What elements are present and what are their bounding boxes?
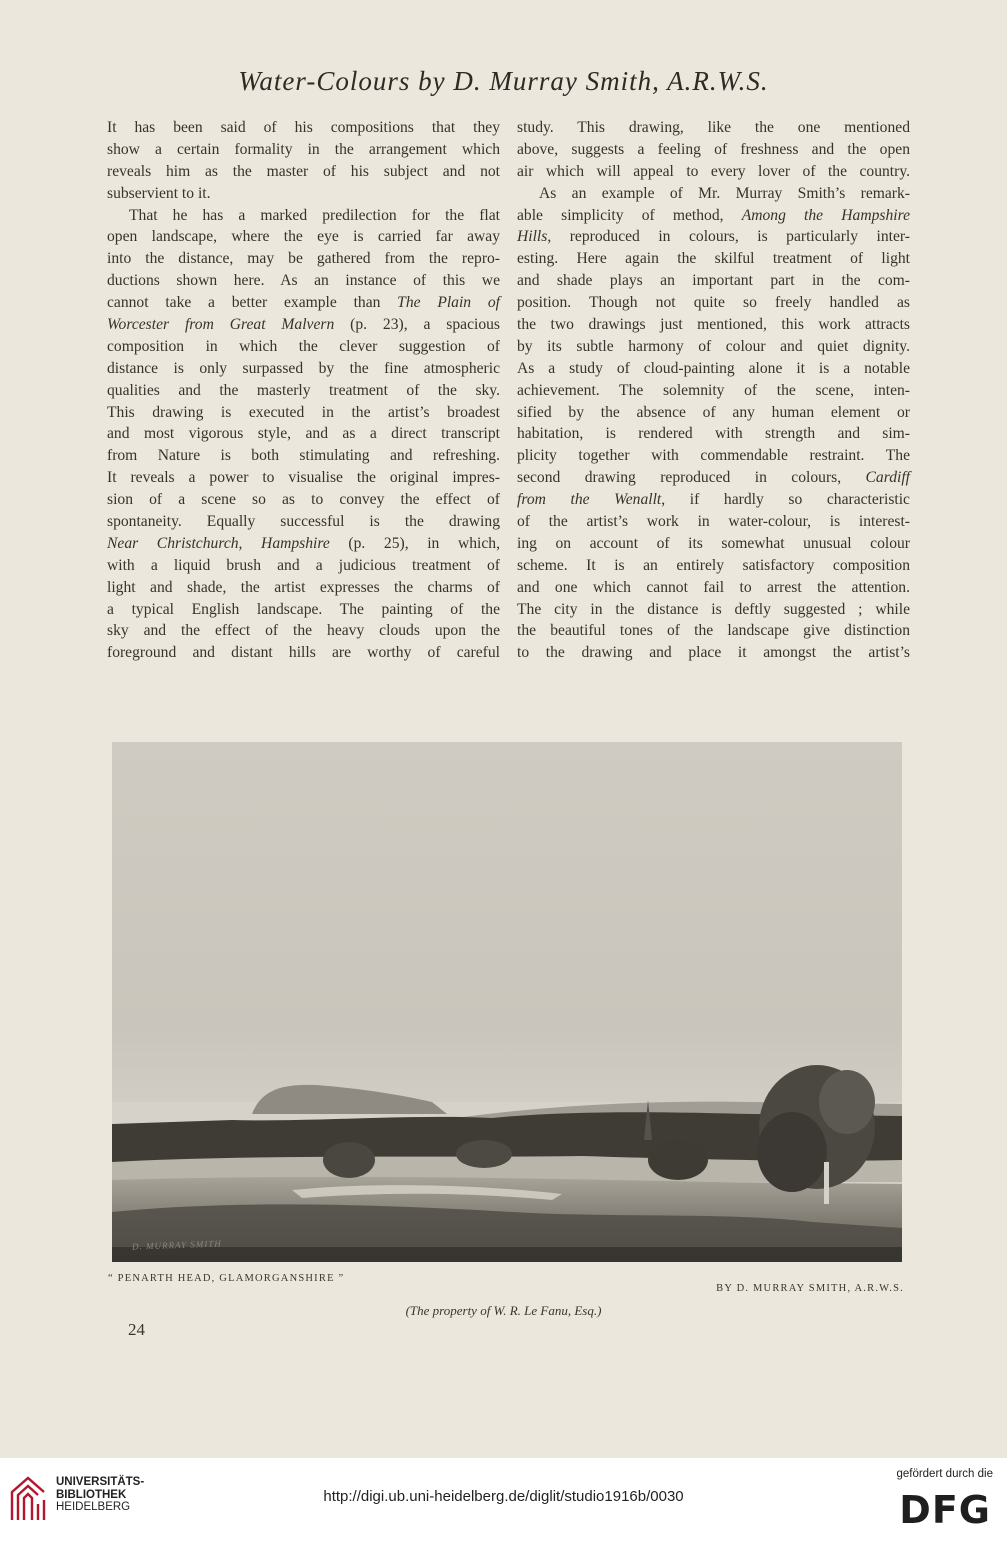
text-line: foreground and distant hills are worthy of careful — [107, 644, 500, 662]
text-line: from Nature is both stimulating and refreshing. — [107, 447, 500, 465]
text-line — [517, 489, 910, 511]
text-line: This drawing is executed in the artist’s broadest — [107, 403, 500, 421]
digital-library-url-link[interactable]: http://digi.ub.uni-heidelberg.de/diglit/studio1916b/0030 — [323, 1488, 684, 1505]
text-line — [517, 467, 910, 489]
italic-title: Among the Hampshire — [741, 206, 910, 224]
text-line: light and shade, the artist expresses the charms of — [107, 578, 500, 596]
italic-title: The Plain of — [397, 294, 500, 312]
text-line: air which will appeal to every lover of the country. — [517, 162, 910, 180]
text-segment: cannot take a better example than — [107, 294, 398, 312]
text-line: It reveals a power to visualise the original impres- — [107, 469, 500, 487]
text-segment: , if hardly so characteristic — [661, 491, 910, 509]
text-line: sky and the effect of the heavy clouds upon the — [107, 622, 500, 640]
text-line: plicity together with commendable restraint. The — [517, 447, 910, 465]
library-name-line2: BIBLIOTHEK — [56, 1488, 127, 1501]
text-line: ing on account of its somewhat unusual colour — [517, 534, 910, 552]
text-line: and shade plays an important part in the com- — [517, 272, 910, 290]
landscape-illustration — [112, 742, 902, 1262]
italic-title: Cardiff — [865, 469, 910, 487]
italic-title: from the Wenallt — [517, 491, 662, 509]
left-text-column — [107, 117, 500, 664]
text-line: into the distance, may be gathered from the repro- — [107, 250, 500, 268]
text-line — [107, 314, 500, 336]
text-line: open landscape, where the eye is carried far away — [107, 228, 500, 246]
text-line: scheme. It is an entirely satisfactory composition — [517, 556, 910, 574]
text-segment: (p. 23), a spacious — [334, 316, 500, 334]
text-line: qualities and the masterly treatment of the sky. — [107, 381, 500, 399]
text-line — [107, 292, 500, 314]
text-line: position. Though not quite so freely handled as — [517, 294, 910, 312]
text-line: composition in which the clever suggestion of — [107, 337, 500, 355]
figure-caption-property: (The property of W. R. Le Fanu, Esq.) — [405, 1303, 602, 1318]
dfg-logo[interactable]: DFG — [899, 1488, 991, 1532]
text-line: by its subtle harmony of colour and quiet dignity. — [517, 337, 910, 355]
text-segment: able simplicity of method, — [517, 206, 742, 224]
italic-title: Hills — [517, 228, 548, 246]
text-line — [517, 226, 910, 248]
text-line: a typical English landscape. The painting of the — [107, 600, 500, 618]
text-line: reveals him as the master of his subject and not — [107, 162, 500, 180]
right-text-column — [517, 117, 910, 664]
funding-note: gefördert durch die — [896, 1468, 993, 1480]
italic-title: Near Christchurch, Hampshire — [107, 534, 330, 552]
text-segment: (p. 25), in which, — [329, 534, 500, 552]
text-segment: , reproduced in colours, is particularly inter- — [547, 228, 910, 246]
italic-title: Worcester from Great Malvern — [107, 316, 335, 334]
text-line: to the drawing and place it amongst the artist’s — [517, 644, 910, 662]
digitization-footer — [0, 1458, 1007, 1542]
text-line: spontaneity. Equally successful is the drawing — [107, 513, 500, 531]
text-line: habitation, is rendered with strength and sim- — [517, 425, 910, 443]
text-line: That he has a marked predilection for the flat — [129, 206, 500, 224]
text-line: sion of a scene so as to convey the effect of — [107, 491, 500, 509]
text-line: study. This drawing, like the one mentioned — [517, 119, 910, 136]
text-line: The city in the distance is deftly suggested ; while — [517, 600, 910, 618]
text-line: distance is only surpassed by the fine atmospheric — [107, 359, 500, 377]
library-name-line3: HEIDELBERG — [56, 1501, 131, 1513]
text-line: and most vigorous style, and as a direct transcript — [107, 425, 500, 443]
text-line: subservient to it. — [107, 184, 211, 202]
text-line: sified by the absence of any human element or — [517, 403, 910, 421]
text-line: with a liquid brush and a judicious treatment of — [107, 556, 500, 574]
text-line: the two drawings just mentioned, this work attracts — [517, 316, 910, 334]
text-line — [107, 533, 500, 555]
text-line: As a study of cloud-painting alone it is a notable — [517, 359, 910, 377]
figure-caption-artist: BY D. MURRAY SMITH, A.R.W.S. — [716, 1283, 904, 1294]
text-segment: second drawing reproduced in colours, — [517, 469, 866, 487]
running-title: Water-Colours by D. Murray Smith, A.R.W.S. — [238, 66, 769, 96]
text-line: achievement. The solemnity of the scene, inten- — [517, 381, 910, 399]
text-line: ductions shown here. As an instance of this we — [107, 272, 500, 290]
text-line: It has been said of his compositions that they — [107, 119, 500, 136]
artist-signature: D. MURRAY SMITH — [131, 1238, 222, 1252]
text-line — [517, 205, 910, 227]
figure-caption-title: “ PENARTH HEAD, GLAMORGANSHIRE ” — [108, 1273, 345, 1284]
text-line: the beautiful tones of the landscape give distinction — [517, 622, 910, 640]
text-line: show a certain formality in the arrangement which — [107, 140, 500, 158]
text-line: esting. Here again the skilful treatment of light — [517, 250, 910, 268]
text-line: As an example of Mr. Murray Smith’s remark- — [539, 184, 910, 202]
text-line: of the artist’s work in water-colour, is interest- — [517, 513, 910, 531]
library-name-line1: UNIVERSITÄTS- — [56, 1476, 145, 1488]
text-line: above, suggests a feeling of freshness and the open — [517, 140, 910, 158]
page-number: 24 — [128, 1320, 145, 1339]
text-line: and one which cannot fail to arrest the attention. — [517, 578, 910, 596]
